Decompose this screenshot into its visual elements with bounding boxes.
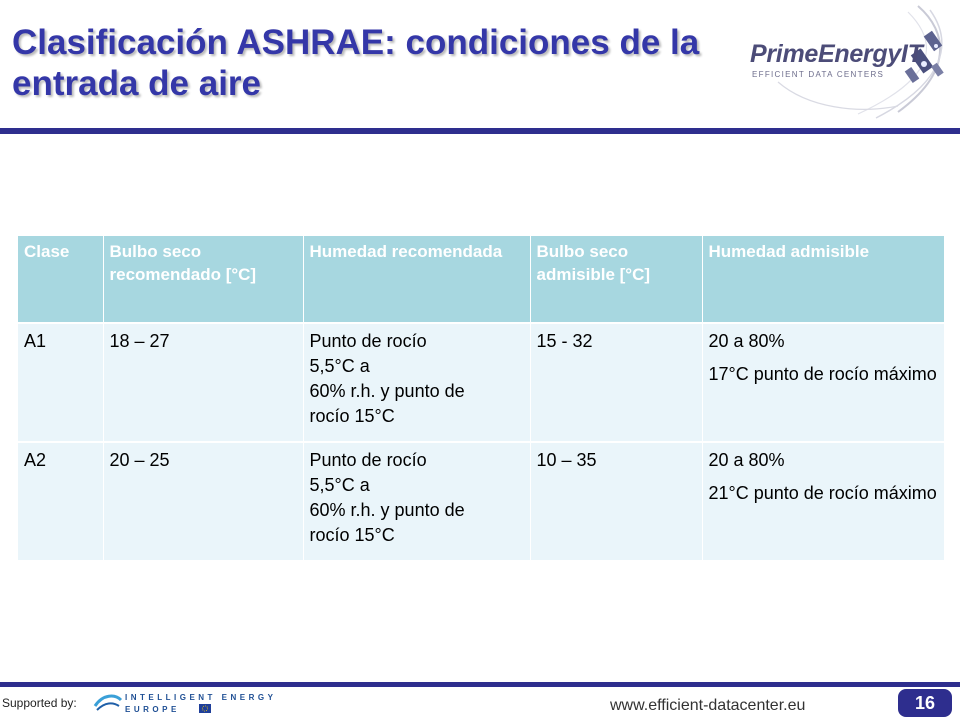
- ashrae-classification-table: [18, 236, 945, 560]
- cell-humedad-admisible: [702, 442, 944, 560]
- cell-line: 20 a 80%: [708, 331, 785, 351]
- cell-humedad-recomendada: [303, 323, 530, 442]
- cell-bulbo-seco-admisible: 10 – 35: [530, 442, 702, 560]
- header-clase: Clase: [18, 236, 103, 323]
- table-row: [18, 442, 944, 560]
- cell-bulbo-seco-recomendado: 18 – 27: [103, 323, 303, 442]
- cell-line: 17°C punto de rocío máximo: [708, 364, 937, 384]
- cell-clase: A1: [18, 323, 103, 442]
- header-humedad-admisible: Humedad admisible: [702, 236, 944, 323]
- cell-clase: A2: [18, 442, 103, 560]
- title-line-2: entrada de aire: [12, 64, 261, 103]
- cell-line: rocío 15°C: [309, 525, 395, 545]
- cell-line: rocío 15°C: [309, 406, 395, 426]
- header-bulbo-seco-recomendado: Bulbo seco recomendado [°C]: [103, 236, 303, 323]
- website-url: www.efficient-datacenter.eu: [610, 697, 806, 714]
- table-row: [18, 323, 944, 442]
- cell-line: 20 a 80%: [708, 450, 785, 470]
- cell-line: 21°C punto de rocío máximo: [708, 483, 937, 503]
- header-divider: [0, 128, 960, 134]
- cell-line: Punto de rocío: [309, 331, 427, 351]
- footer-divider: [0, 682, 960, 687]
- cell-line: 5,5°C a: [309, 356, 370, 376]
- header-bulbo-seco-admisible: Bulbo seco admisible [°C]: [530, 236, 702, 323]
- slide-title: [12, 22, 732, 104]
- page-number-badge: 16: [898, 689, 952, 717]
- cell-line: 60% r.h. y punto de: [309, 500, 465, 520]
- cell-bulbo-seco-admisible: 15 - 32: [530, 323, 702, 442]
- title-line-1: Clasificación ASHRAE: condiciones de la: [12, 23, 700, 62]
- cell-line: Punto de rocío: [309, 450, 427, 470]
- iee-line-1: INTELLIGENT ENERGY: [125, 693, 277, 702]
- header-humedad-recomendada: Humedad recomendada: [303, 236, 530, 323]
- table-header-row: [18, 236, 944, 323]
- eu-flag-icon: [199, 704, 211, 713]
- cell-line: 5,5°C a: [309, 475, 370, 495]
- intelligent-energy-europe-logo: [93, 690, 293, 716]
- iee-line-2: EUROPE: [125, 705, 180, 714]
- cell-humedad-admisible: [702, 323, 944, 442]
- logo-tagline: EFFICIENT DATA CENTERS: [752, 70, 885, 79]
- cell-bulbo-seco-recomendado: 20 – 25: [103, 442, 303, 560]
- cell-line: 60% r.h. y punto de: [309, 381, 465, 401]
- cell-humedad-recomendada: [303, 442, 530, 560]
- primeenergyit-logo: [748, 2, 958, 120]
- logo-wordmark: PrimeEnergyIT: [750, 40, 923, 68]
- supported-by-label: Supported by:: [2, 696, 77, 710]
